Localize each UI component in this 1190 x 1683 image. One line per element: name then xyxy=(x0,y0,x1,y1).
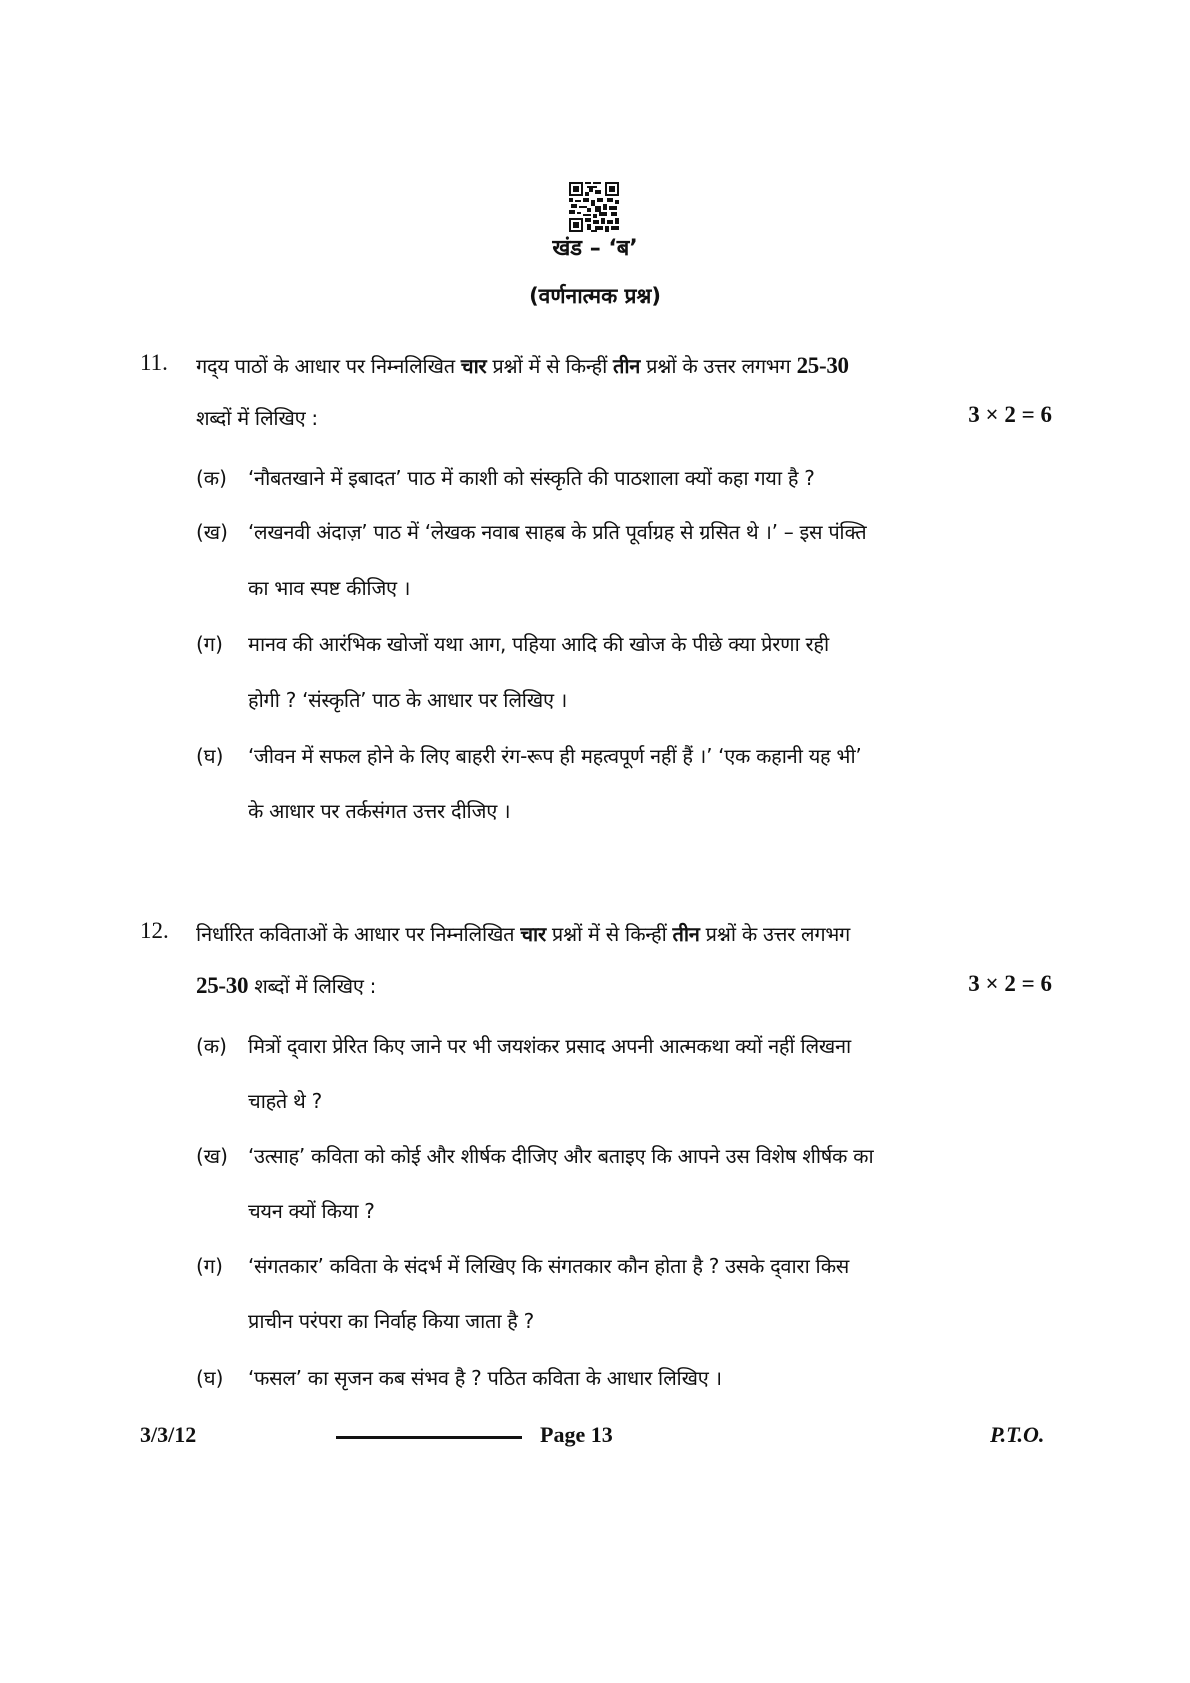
footer-divider xyxy=(336,1436,522,1439)
page-number: Page 13 xyxy=(540,1422,613,1447)
marks: 3 × 2 = 6 xyxy=(968,402,1052,427)
option-label: (घ) xyxy=(196,744,224,768)
section-title: खंड – ‘ब’ xyxy=(552,236,638,261)
instruction-text: प्रश्नों में से किन्हीं xyxy=(486,354,614,378)
option-text-cont: प्राचीन परंपरा का निर्वाह किया जाता है ? xyxy=(248,1309,534,1333)
section-subtitle: (वर्णनात्मक प्रश्न) xyxy=(529,284,661,308)
please-turn-over: P.T.O. xyxy=(990,1422,1045,1447)
option-label: (क) xyxy=(196,466,227,490)
option-text-cont: चयन क्यों किया ? xyxy=(248,1199,375,1223)
option-text: ‘नौबतखाने में इबादत’ पाठ में काशी को संस्कृति की पाठशाला क्यों कहा गया है ? xyxy=(248,466,815,490)
question-instruction xyxy=(196,352,849,379)
option-text: मित्रों द्‌वारा प्रेरित किए जाने पर भी जयशंकर प्रसाद अपनी आत्मकथा क्यों नहीं लिखना xyxy=(248,1034,851,1058)
instruction-text: निर्धारित कविताओं के आधार पर निम्नलिखित xyxy=(196,922,521,946)
option-text: ‘फसल’ का सृजन कब संभव है ? पठित कविता के आधार लिखिए । xyxy=(248,1366,722,1390)
option-text: ‘लखनवी अंदाज़’ पाठ में ‘लेखक नवाब साहब के प्रति पूर्वाग्रह से ग्रसित थे ।’ – इस पंक्ति xyxy=(248,520,867,544)
paper-code: 3/3/12 xyxy=(140,1422,197,1447)
word-range: 25-30 xyxy=(796,353,849,378)
option-label: (ख) xyxy=(196,520,228,544)
instruction-bold-count: तीन xyxy=(613,354,641,378)
question-instruction-cont xyxy=(196,972,376,999)
option-label: (क) xyxy=(196,1034,227,1058)
instruction-text: प्रश्नों के उत्तर लगभग xyxy=(699,922,850,946)
question-instruction xyxy=(196,920,850,947)
instruction-bold-count: चार xyxy=(460,354,487,378)
option-label: (घ) xyxy=(196,1366,224,1390)
option-text: ‘संगतकार’ कविता के संदर्भ में लिखिए कि संगतकार कौन होता है ? उसके द्‌वारा किस xyxy=(248,1254,849,1278)
marks: 3 × 2 = 6 xyxy=(968,971,1052,996)
instruction-text: प्रश्नों में से किन्हीं xyxy=(545,922,673,946)
instruction-text: गद्‌य पाठों के आधार पर निम्नलिखित xyxy=(196,354,461,378)
instruction-text: प्रश्नों के उत्तर लगभग xyxy=(640,354,797,378)
word-range: 25-30 xyxy=(196,973,249,998)
question-number: 12. xyxy=(140,918,169,943)
option-text: मानव की आरंभिक खोजों यथा आग, पहिया आदि की खोज के पीछे क्या प्रेरणा रही xyxy=(248,632,829,656)
question-instruction-cont: शब्दों में लिखिए : xyxy=(196,406,318,430)
option-label: (ग) xyxy=(196,1254,223,1278)
qr-code-icon xyxy=(569,182,619,232)
option-label: (ख) xyxy=(196,1144,228,1168)
option-text: ‘उत्साह’ कविता को कोई और शीर्षक दीजिए और बताइए कि आपने उस विशेष शीर्षक का xyxy=(248,1144,874,1168)
option-text: ‘जीवन में सफल होने के लिए बाहरी रंग-रूप ही महत्वपूर्ण नहीं हैं ।’ ‘एक कहानी यह भी’ xyxy=(248,744,862,768)
option-text-cont: के आधार पर तर्कसंगत उत्तर दीजिए । xyxy=(248,799,511,823)
instruction-bold-count: तीन xyxy=(672,922,700,946)
instruction-bold-count: चार xyxy=(520,922,546,946)
instruction-text: शब्दों में लिखिए : xyxy=(248,974,377,998)
question-number: 11. xyxy=(140,350,168,375)
option-text-cont: होगी ? ‘संस्कृति’ पाठ के आधार पर लिखिए । xyxy=(248,688,568,712)
option-text-cont: का भाव स्पष्ट कीजिए । xyxy=(248,576,411,600)
option-text-cont: चाहते थे ? xyxy=(248,1089,322,1113)
option-label: (ग) xyxy=(196,632,223,656)
